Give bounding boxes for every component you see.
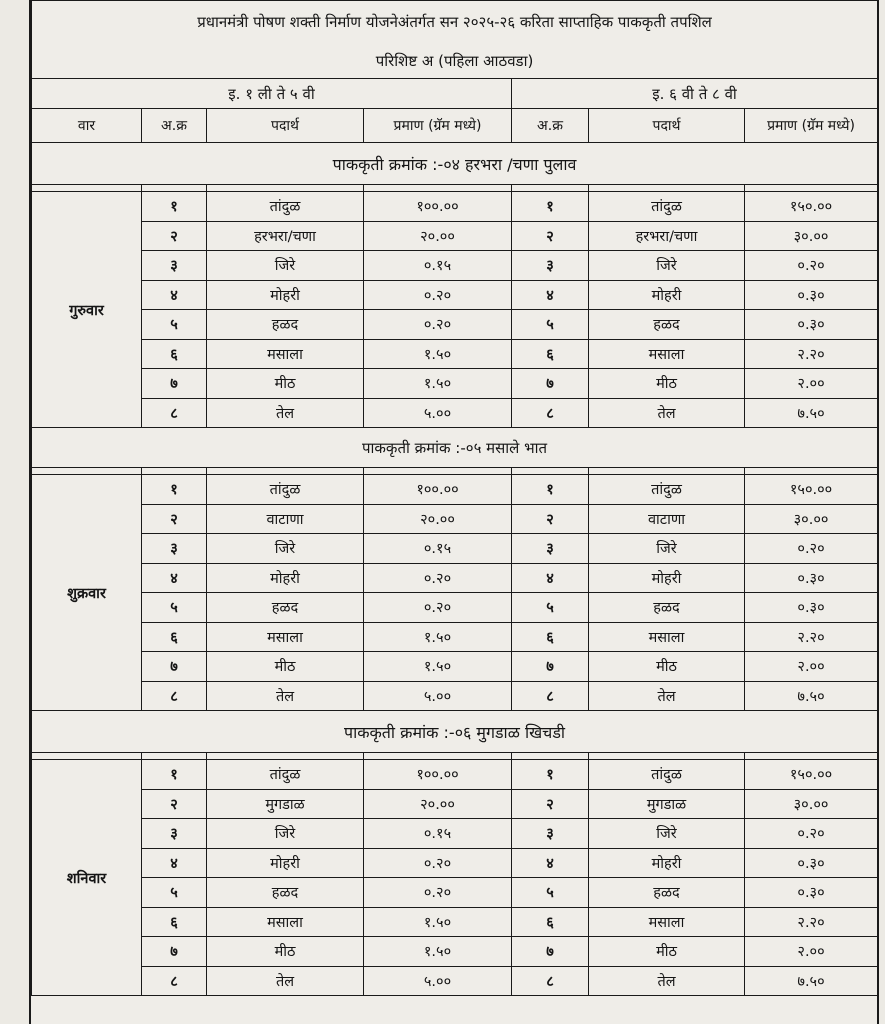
- gap-cell: [512, 753, 589, 760]
- quantity-grams: २०.००: [364, 789, 512, 819]
- quantity-grams: १.५०: [364, 369, 512, 399]
- ingredient-name: तांदुळ: [207, 760, 364, 790]
- quantity-grams-2: १५०.००: [745, 760, 878, 790]
- table-row: [32, 563, 878, 593]
- document-sheet: [29, 0, 879, 1024]
- serial-number: १: [142, 192, 207, 222]
- ingredient-name: तेल: [207, 966, 364, 996]
- serial-number-2: ४: [512, 848, 589, 878]
- ingredient-name: मोहरी: [207, 563, 364, 593]
- ingredient-name: हरभरा/चणा: [207, 221, 364, 251]
- serial-number: ७: [142, 652, 207, 682]
- section-gap: [32, 468, 878, 475]
- quantity-grams: १.५०: [364, 907, 512, 937]
- serial-number-2: ६: [512, 622, 589, 652]
- serial-number: ८: [142, 966, 207, 996]
- gap-cell: [512, 185, 589, 192]
- column-header-item-2: पदार्थ: [589, 109, 745, 143]
- serial-number: १: [142, 760, 207, 790]
- recipe-heading: पाककृती क्रमांक :-०५ मसाले भात: [32, 428, 878, 468]
- ingredient-name-2: तेल: [589, 966, 745, 996]
- quantity-grams: ५.००: [364, 398, 512, 428]
- quantity-grams: १.५०: [364, 622, 512, 652]
- gap-cell: [32, 185, 142, 192]
- ingredient-name: तांदुळ: [207, 192, 364, 222]
- ingredient-name-2: मसाला: [589, 339, 745, 369]
- recipe-heading: पाककृती क्रमांक :-०६ मुगडाळ खिचडी: [32, 711, 878, 753]
- quantity-grams: १००.००: [364, 475, 512, 505]
- ingredient-name-2: तेल: [589, 398, 745, 428]
- gap-cell: [364, 753, 512, 760]
- serial-number: ३: [142, 534, 207, 564]
- quantity-grams: २०.००: [364, 221, 512, 251]
- serial-number-2: ६: [512, 907, 589, 937]
- serial-number-2: ८: [512, 398, 589, 428]
- quantity-grams-2: ०.३०: [745, 878, 878, 908]
- recipe-heading: पाककृती क्रमांक :-०४ हरभरा /चणा पुलाव: [32, 143, 878, 185]
- quantity-grams: ०.२०: [364, 310, 512, 340]
- table-row: [32, 907, 878, 937]
- ingredient-name-2: तेल: [589, 681, 745, 711]
- serial-number-2: ५: [512, 878, 589, 908]
- quantity-grams: ०.२०: [364, 563, 512, 593]
- gap-cell: [364, 185, 512, 192]
- quantity-grams: १००.००: [364, 760, 512, 790]
- serial-number-2: ६: [512, 339, 589, 369]
- standard-range-right: इ. ६ वी ते ८ वी: [512, 79, 878, 109]
- gap-cell: [589, 468, 745, 475]
- column-header-item: पदार्थ: [207, 109, 364, 143]
- recipe-table: [31, 0, 878, 996]
- recipe-heading-row: [32, 711, 878, 753]
- serial-number-2: ७: [512, 652, 589, 682]
- serial-number: ७: [142, 369, 207, 399]
- quantity-grams: २०.००: [364, 504, 512, 534]
- quantity-grams-2: ०.३०: [745, 593, 878, 623]
- quantity-grams: ५.००: [364, 966, 512, 996]
- table-row: [32, 681, 878, 711]
- table-row: [32, 251, 878, 281]
- gap-cell: [745, 468, 878, 475]
- serial-number: ७: [142, 937, 207, 967]
- table-row: [32, 937, 878, 967]
- quantity-grams-2: २.२०: [745, 907, 878, 937]
- serial-number-2: ३: [512, 534, 589, 564]
- recipe-heading-row: [32, 428, 878, 468]
- quantity-grams: ०.२०: [364, 878, 512, 908]
- ingredient-name-2: हळद: [589, 310, 745, 340]
- serial-number: ५: [142, 310, 207, 340]
- quantity-grams-2: २.००: [745, 369, 878, 399]
- serial-number-2: ४: [512, 280, 589, 310]
- ingredient-name-2: मसाला: [589, 907, 745, 937]
- ingredient-name-2: मोहरी: [589, 563, 745, 593]
- day-cell: शनिवार: [32, 760, 142, 996]
- table-row: [32, 966, 878, 996]
- gap-cell: [32, 753, 142, 760]
- ingredient-name-2: मोहरी: [589, 280, 745, 310]
- quantity-grams: १.५०: [364, 339, 512, 369]
- ingredient-name: तेल: [207, 398, 364, 428]
- table-row: [32, 789, 878, 819]
- quantity-grams: १.५०: [364, 937, 512, 967]
- quantity-grams-2: १५०.००: [745, 192, 878, 222]
- ingredient-name-2: मुगडाळ: [589, 789, 745, 819]
- gap-cell: [364, 468, 512, 475]
- gap-cell: [142, 185, 207, 192]
- quantity-grams-2: ३०.००: [745, 789, 878, 819]
- serial-number: १: [142, 475, 207, 505]
- ingredient-name: जिरे: [207, 251, 364, 281]
- ingredient-name: मसाला: [207, 339, 364, 369]
- quantity-grams-2: २.००: [745, 652, 878, 682]
- quantity-grams: ५.००: [364, 681, 512, 711]
- quantity-grams: १००.००: [364, 192, 512, 222]
- gap-cell: [32, 468, 142, 475]
- ingredient-name-2: जिरे: [589, 819, 745, 849]
- serial-number-2: १: [512, 760, 589, 790]
- ingredient-name: मसाला: [207, 907, 364, 937]
- column-header-qty-2: प्रमाण (ग्रॅम मध्ये): [745, 109, 878, 143]
- gap-cell: [207, 468, 364, 475]
- quantity-grams-2: ७.५०: [745, 681, 878, 711]
- page-subtitle: परिशिष्ट अ (पहिला आठवडा): [32, 43, 878, 79]
- quantity-grams: ०.२०: [364, 593, 512, 623]
- quantity-grams-2: ०.२०: [745, 819, 878, 849]
- quantity-grams: ०.२०: [364, 280, 512, 310]
- column-header-day: वार: [32, 109, 142, 143]
- table-row: [32, 848, 878, 878]
- serial-number: ४: [142, 563, 207, 593]
- quantity-grams-2: ०.३०: [745, 280, 878, 310]
- ingredient-name-2: जिरे: [589, 251, 745, 281]
- gap-cell: [207, 753, 364, 760]
- section-gap: [32, 185, 878, 192]
- table-row: [32, 221, 878, 251]
- quantity-grams-2: २.२०: [745, 339, 878, 369]
- quantity-grams-2: २.००: [745, 937, 878, 967]
- quantity-grams-2: १५०.००: [745, 475, 878, 505]
- serial-number-2: ७: [512, 369, 589, 399]
- table-row: [32, 369, 878, 399]
- table-row: [32, 339, 878, 369]
- column-header-sr-2: अ.क्र: [512, 109, 589, 143]
- ingredient-name-2: हळद: [589, 593, 745, 623]
- ingredient-name-2: मोहरी: [589, 848, 745, 878]
- standard-range-left: इ. १ ली ते ५ वी: [32, 79, 512, 109]
- column-header-sr: अ.क्र: [142, 109, 207, 143]
- ingredient-name-2: मीठ: [589, 652, 745, 682]
- quantity-grams: ०.१५: [364, 251, 512, 281]
- ingredient-name: तेल: [207, 681, 364, 711]
- ingredient-name-2: वाटाणा: [589, 504, 745, 534]
- table-row: [32, 819, 878, 849]
- serial-number-2: २: [512, 789, 589, 819]
- quantity-grams-2: ०.२०: [745, 251, 878, 281]
- ingredient-name-2: मसाला: [589, 622, 745, 652]
- ingredient-name: हळद: [207, 593, 364, 623]
- ingredient-name-2: मीठ: [589, 369, 745, 399]
- ingredient-name: मीठ: [207, 937, 364, 967]
- serial-number: २: [142, 789, 207, 819]
- quantity-grams-2: ०.२०: [745, 534, 878, 564]
- ingredient-name: मोहरी: [207, 848, 364, 878]
- serial-number-2: ३: [512, 251, 589, 281]
- table-row: [32, 652, 878, 682]
- serial-number: ५: [142, 593, 207, 623]
- table-row: [32, 310, 878, 340]
- quantity-grams-2: ०.३०: [745, 848, 878, 878]
- table-row: [32, 398, 878, 428]
- serial-number: ४: [142, 848, 207, 878]
- quantity-grams: ०.२०: [364, 848, 512, 878]
- gap-cell: [745, 185, 878, 192]
- table-row: [32, 280, 878, 310]
- serial-number-2: २: [512, 504, 589, 534]
- serial-number: ६: [142, 339, 207, 369]
- serial-number-2: १: [512, 475, 589, 505]
- quantity-grams-2: ०.३०: [745, 310, 878, 340]
- serial-number-2: ४: [512, 563, 589, 593]
- table-row: [32, 475, 878, 505]
- ingredient-name: मुगडाळ: [207, 789, 364, 819]
- serial-number-2: ८: [512, 966, 589, 996]
- ingredient-name: हळद: [207, 878, 364, 908]
- quantity-grams-2: ७.५०: [745, 398, 878, 428]
- serial-number: २: [142, 504, 207, 534]
- ingredient-name: तांदुळ: [207, 475, 364, 505]
- quantity-grams: ०.१५: [364, 819, 512, 849]
- quantity-grams-2: ०.३०: [745, 563, 878, 593]
- serial-number: ५: [142, 878, 207, 908]
- quantity-grams: १.५०: [364, 652, 512, 682]
- day-cell: शुक्रवार: [32, 475, 142, 711]
- serial-number-2: ८: [512, 681, 589, 711]
- serial-number: ६: [142, 622, 207, 652]
- gap-cell: [142, 753, 207, 760]
- ingredient-name: मीठ: [207, 369, 364, 399]
- quantity-grams-2: ७.५०: [745, 966, 878, 996]
- table-row: [32, 878, 878, 908]
- table-row: [32, 622, 878, 652]
- gap-cell: [589, 185, 745, 192]
- serial-number-2: ७: [512, 937, 589, 967]
- ingredient-name: जिरे: [207, 819, 364, 849]
- gap-cell: [142, 468, 207, 475]
- table-row: [32, 593, 878, 623]
- ingredient-name-2: हळद: [589, 878, 745, 908]
- ingredient-name-2: तांदुळ: [589, 760, 745, 790]
- serial-number: ८: [142, 398, 207, 428]
- ingredient-name: हळद: [207, 310, 364, 340]
- ingredient-name: जिरे: [207, 534, 364, 564]
- ingredient-name: मीठ: [207, 652, 364, 682]
- serial-number: ३: [142, 251, 207, 281]
- serial-number-2: ३: [512, 819, 589, 849]
- ingredient-name-2: तांदुळ: [589, 192, 745, 222]
- quantity-grams-2: २.२०: [745, 622, 878, 652]
- section-gap: [32, 753, 878, 760]
- serial-number: ८: [142, 681, 207, 711]
- recipe-heading-row: [32, 143, 878, 185]
- serial-number: ६: [142, 907, 207, 937]
- gap-cell: [512, 468, 589, 475]
- quantity-grams-2: ३०.००: [745, 504, 878, 534]
- ingredient-name-2: मीठ: [589, 937, 745, 967]
- serial-number-2: २: [512, 221, 589, 251]
- serial-number: ४: [142, 280, 207, 310]
- page-title: प्रधानमंत्री पोषण शक्ती निर्माण योजनेअंतर्गत सन २०२५-२६ करिता साप्ताहिक पाककृती तपशिल: [32, 1, 878, 44]
- table-row: [32, 192, 878, 222]
- ingredient-name-2: हरभरा/चणा: [589, 221, 745, 251]
- serial-number: २: [142, 221, 207, 251]
- ingredient-name-2: जिरे: [589, 534, 745, 564]
- gap-cell: [207, 185, 364, 192]
- table-row: [32, 760, 878, 790]
- serial-number: ३: [142, 819, 207, 849]
- quantity-grams-2: ३०.००: [745, 221, 878, 251]
- serial-number-2: ५: [512, 593, 589, 623]
- quantity-grams: ०.१५: [364, 534, 512, 564]
- gap-cell: [745, 753, 878, 760]
- serial-number-2: १: [512, 192, 589, 222]
- table-row: [32, 504, 878, 534]
- day-cell: गुरुवार: [32, 192, 142, 428]
- ingredient-name: मसाला: [207, 622, 364, 652]
- table-row: [32, 534, 878, 564]
- ingredient-name-2: तांदुळ: [589, 475, 745, 505]
- gap-cell: [589, 753, 745, 760]
- ingredient-name: वाटाणा: [207, 504, 364, 534]
- ingredient-name: मोहरी: [207, 280, 364, 310]
- serial-number-2: ५: [512, 310, 589, 340]
- column-header-qty: प्रमाण (ग्रॅम मध्ये): [364, 109, 512, 143]
